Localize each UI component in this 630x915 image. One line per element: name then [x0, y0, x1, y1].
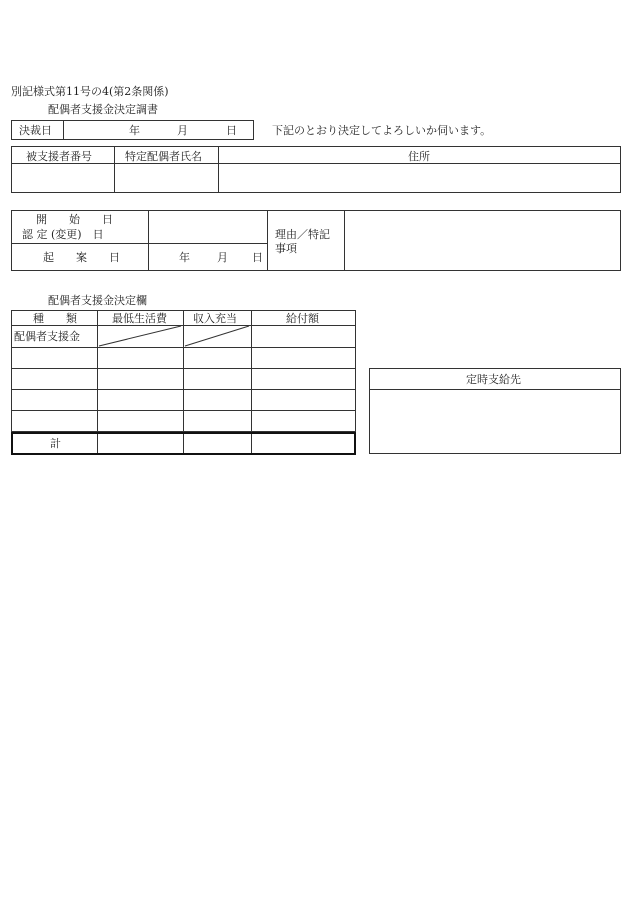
document-title: 配偶者支援金決定調書 [48, 103, 158, 116]
row-spouse-support: 配偶者支援金 [14, 330, 80, 343]
approval-year-label: 年 [129, 124, 140, 137]
draft-date-label: 起 案 日 [43, 251, 120, 264]
header-income-allocation: 収入充当 [193, 312, 237, 325]
header-address: 住所 [408, 150, 430, 163]
reason-label-line1: 理由／特記 [275, 228, 330, 241]
recipient-table [11, 146, 621, 193]
draft-day-label: 日 [252, 251, 263, 264]
form-id: 別記様式第11号の4(第2条関係) [11, 85, 169, 98]
income-allocation-diagonal [183, 325, 251, 347]
draft-month-label: 月 [217, 251, 228, 264]
approval-day-label: 日 [226, 124, 237, 137]
payee-title: 定時支給先 [466, 373, 521, 386]
total-label: 計 [50, 437, 61, 450]
header-benefit-amount: 給付額 [286, 312, 319, 325]
total-row [11, 432, 356, 455]
header-spouse-name: 特定配偶者氏名 [125, 150, 202, 163]
approval-month-label: 月 [177, 124, 188, 137]
reason-label-line2: 事項 [275, 242, 297, 255]
header-type: 種 類 [33, 312, 77, 325]
start-date-label: 開 始 日 [36, 213, 113, 226]
draft-year-label: 年 [179, 251, 190, 264]
certification-date-label: 認 定 (変更) 日 [22, 228, 104, 241]
header-recipient-number: 被支援者番号 [26, 150, 92, 163]
decision-section-title: 配偶者支援金決定欄 [48, 294, 147, 307]
header-minimum-living-cost: 最低生活費 [112, 312, 167, 325]
approval-date-label: 決裁日 [19, 124, 52, 137]
min-living-cost-diagonal [97, 325, 183, 347]
approval-statement: 下記のとおり決定してよろしいか伺います。 [272, 124, 492, 137]
